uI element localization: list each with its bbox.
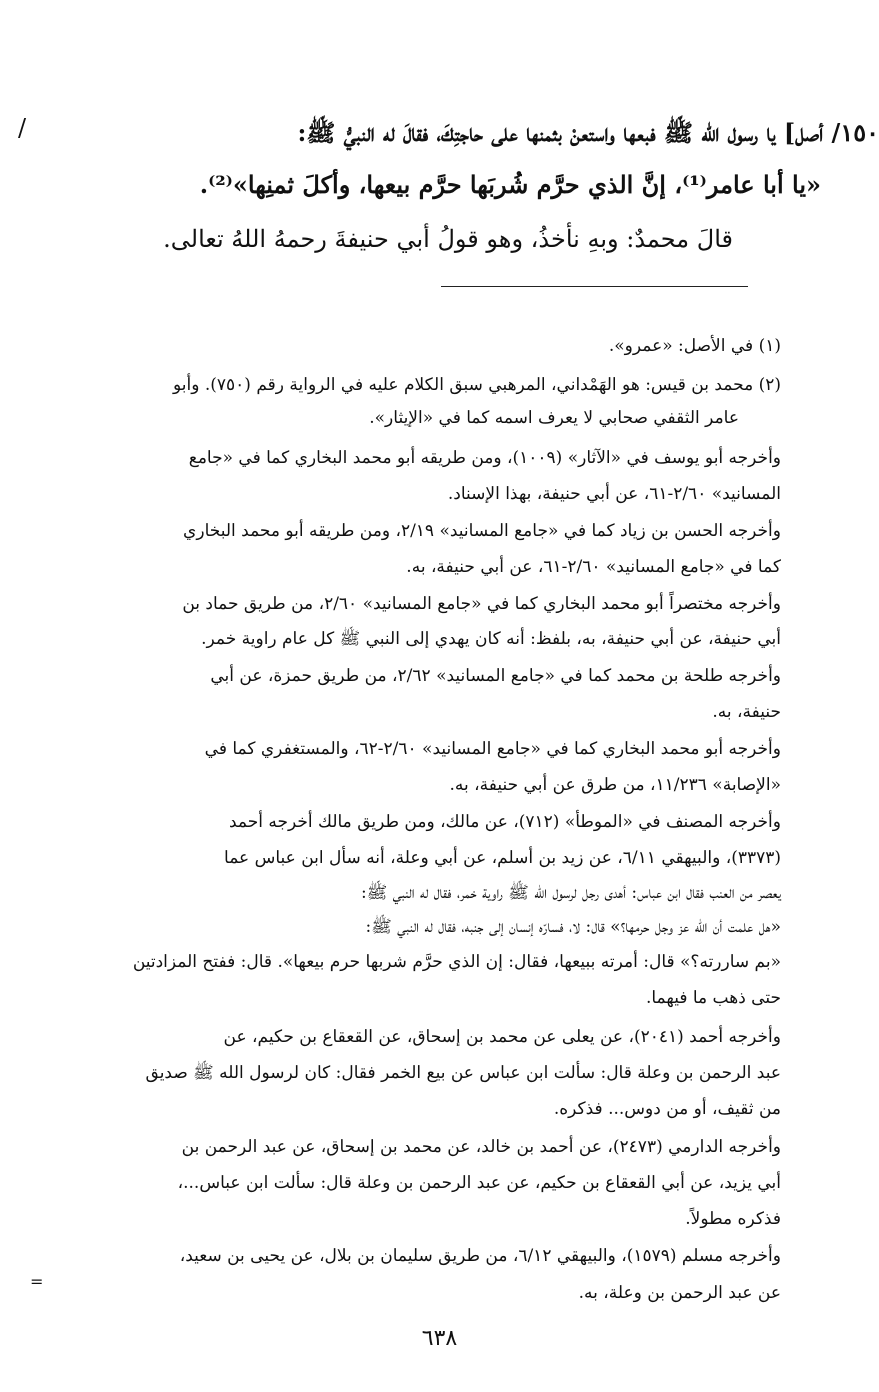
footnote-line: أبي حنيفة، عن أبي حنيفة، به، بلفظ: أنه كان يهدي إلى النبي ﷺ كل عام راوية خمر. bbox=[201, 629, 781, 649]
footnote-line: وأخرجه المصنف في «الموطأ» (٧١٢)، عن مالك، ومن طريق مالك أخرجه أحمد bbox=[228, 812, 781, 832]
continuation-mark: = bbox=[30, 1272, 44, 1291]
footnote-line: وأخرجه مختصراً أبو محمد البخاري كما في «جامع المسانيد» ٢/٦٠، من طريق حماد بن bbox=[182, 594, 781, 614]
footnote-line: عامر الثقفي صحابي لا يعرف اسمه كما في «الإيثار». bbox=[369, 408, 739, 428]
footnote-line: وأخرجه الدارمي (٢٤٧٣)، عن أحمد بن خالد، عن محمد بن إسحاق، عن عبد الرحمن بن bbox=[181, 1137, 781, 1157]
page-number: ٦٣٨ bbox=[421, 1326, 458, 1351]
footnote-line: حتى ذهب ما فيهما. bbox=[645, 988, 781, 1008]
footnote-line: المسانيد» ٢/٦٠-٦١، عن أبي حنيفة، بهذا الإسناد. bbox=[447, 484, 781, 504]
footnote-line: «بم ساررته؟» قال: أمرته ببيعها، فقال: إن الذي حرَّم شربها حرم بيعها». قال: ففتح المزادتين bbox=[132, 952, 781, 972]
footnote-line: «الإصابة» ١١/٢٣٦، من طرق عن أبي حنيفة، به. bbox=[449, 775, 781, 795]
footnote-separator bbox=[441, 286, 748, 287]
footnote-line: أبي يزيد، عن أبي القعقاع بن حكيم، عن عبد الرحمن بن وعلة قال: سألت ابن عباس...، bbox=[177, 1173, 781, 1193]
footnote-line: (٢) محمد بن قيس: هو الهَمْداني، المرهبي سبق الكلام عليه في الرواية رقم (٧٥٠). وأبو bbox=[172, 375, 781, 395]
line-continuation-slash: / bbox=[18, 114, 27, 142]
footnote-line: وأخرجه أبو يوسف في «الآثار» (١٠٠٩)، ومن طريقه أبو محمد البخاري كما في «جامع bbox=[188, 448, 781, 468]
footnote-line: (١) في الأصل: «عمرو». bbox=[608, 336, 781, 356]
footnote-line: وأخرجه طلحة بن محمد كما في «جامع المسانيد» ٢/٦٢، من طريق حمزة، عن أبي bbox=[210, 666, 781, 686]
main-text-line-1: ١٥٠/ أصل] يا رسول الله ﷺ فبعها واستعنْ بثمنها على حاجتِكَ، فقالَ له النبيُّ ﷺ: bbox=[297, 118, 879, 147]
footnote-line: وأخرجه أبو محمد البخاري كما في «جامع المسانيد» ٢/٦٠-٦٢، والمستغفري كما في bbox=[204, 739, 781, 759]
main-text-line-3: قالَ محمدٌ: وبهِ نأخذُ، وهو قولُ أبي حنيفةَ رحمهُ اللهُ تعالى. bbox=[163, 225, 733, 253]
footnote-line: وأخرجه الحسن بن زياد كما في «جامع المسانيد» ٢/١٩، ومن طريقه أبو محمد البخاري bbox=[183, 521, 781, 541]
footnote-line: فذكره مطولاً. bbox=[685, 1209, 781, 1229]
footnote-line: كما في «جامع المسانيد» ٢/٦٠-٦١، عن أبي حنيفة، به. bbox=[406, 557, 781, 577]
footnote-line: وأخرجه أحمد (٢٠٤١)، عن يعلى عن محمد بن إسحاق، عن القعقاع بن حكيم، عن bbox=[223, 1027, 781, 1047]
footnote-line: عن عبد الرحمن بن وعلة، به. bbox=[578, 1283, 781, 1303]
footnote-line: من ثقيف، أو من دوس... فذكره. bbox=[553, 1099, 781, 1119]
footnote-line: حنيفة، به. bbox=[712, 702, 781, 722]
main-text-line-2: «يا أبا عامر⁽¹⁾، إنَّ الذي حرَّم شُربَها حرَّم بيعها، وأكلَ ثمنِها»⁽²⁾. bbox=[199, 170, 821, 199]
footnote-line: عبد الرحمن بن وعلة قال: سألت ابن عباس عن بيع الخمر فقال: كان لرسول الله ﷺ صديق bbox=[145, 1063, 781, 1083]
footnote-line: (٣٣٧٣)، والبيهقي ٦/١١، عن زيد بن أسلم، عن أبي وعلة، أنه سأل ابن عباس عما bbox=[224, 848, 781, 868]
footnote-line: وأخرجه مسلم (١٥٧٩)، والبيهقي ٦/١٢، من طريق سليمان بن بلال، عن يحيى بن سعيد، bbox=[179, 1246, 781, 1266]
footnote-line: «هل علمت أن الله عز وجل حرمها؟» قال: لا، فسارّه إنسان إلى جنبه، فقال له النبي ﷺ: bbox=[365, 917, 781, 937]
footnote-line: يعصر من العنب فقال ابن عباس: أهدى رجل لرسول الله ﷺ راوية خمر، فقال له النبي ﷺ: bbox=[361, 883, 781, 903]
